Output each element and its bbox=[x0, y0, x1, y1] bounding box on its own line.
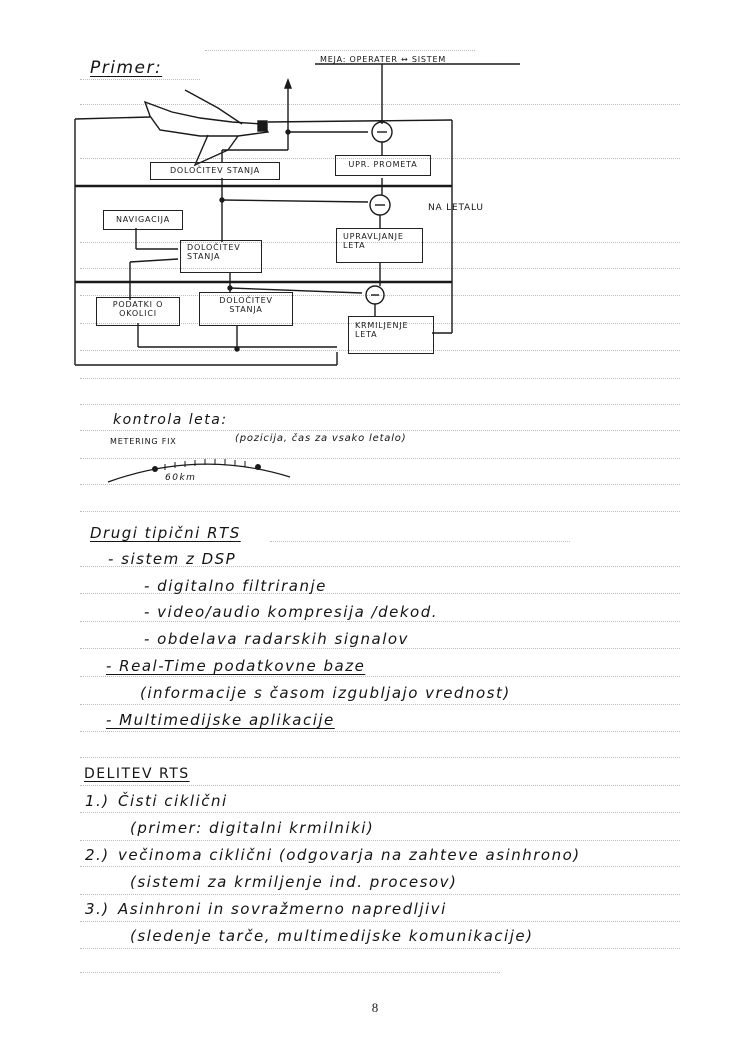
box-navigacija: NAVIGACIJA bbox=[103, 210, 183, 230]
ruled-line bbox=[80, 511, 680, 512]
item-text: večinoma ciklični (odgovarja na zahteve asinhrono) bbox=[118, 846, 581, 864]
list-item: - digitalno filtriranje bbox=[144, 577, 327, 595]
list-item: - obdelava radarskih signalov bbox=[144, 630, 409, 648]
ruled-line bbox=[80, 757, 680, 758]
ruled-line bbox=[80, 894, 680, 895]
ruled-line bbox=[270, 541, 570, 542]
example-heading: Primer: bbox=[90, 58, 163, 78]
ruled-line bbox=[80, 972, 500, 973]
box-upr-prometa: UPR. PROMETA bbox=[335, 155, 431, 176]
ruled-line bbox=[80, 676, 680, 677]
ruled-line bbox=[80, 948, 680, 949]
ruled-line bbox=[80, 866, 680, 867]
ruled-line bbox=[80, 430, 680, 431]
box-dolocitev-stanja-mid: DOLOČITEV STANJA bbox=[180, 240, 262, 273]
box-dolocitev-stanja-top: DOLOČITEV STANJA bbox=[150, 162, 280, 180]
box-dolocitev-stanja-bottom: DOLOČITEV STANJA bbox=[199, 292, 293, 326]
list-item: - Multimedijske aplikacije bbox=[106, 711, 335, 729]
arc-distance-label: 60km bbox=[165, 473, 197, 483]
item-text: Asinhroni in sovražmerno napredljivi bbox=[118, 900, 447, 918]
box-podatki-o-okolici: PODATKI O OKOLICI bbox=[96, 297, 180, 326]
item-note: (sistemi za krmiljenje ind. procesov) bbox=[130, 873, 458, 891]
operator-system-interface-label: MEJA: OPERATER ↔ SISTEM bbox=[320, 55, 447, 64]
ruled-line bbox=[80, 921, 680, 922]
typical-rts-heading: Drugi tipični RTS bbox=[90, 524, 241, 542]
metering-fix-note: (pozicija, čas za vsako letalo) bbox=[235, 433, 407, 444]
rts-classification-heading: DELITEV RTS bbox=[84, 766, 190, 782]
airplane-icon bbox=[145, 102, 268, 136]
list-item: (informacije s časom izgubljajo vrednost) bbox=[140, 684, 511, 702]
list-item: - sistem z DSP bbox=[108, 550, 237, 568]
list-item: - Real-Time podatkovne baze bbox=[106, 657, 366, 675]
item-number: 1.) bbox=[85, 792, 110, 810]
ruled-line bbox=[80, 404, 680, 405]
flight-control-heading: kontrola leta: bbox=[113, 412, 228, 428]
ruled-line bbox=[80, 840, 680, 841]
ruled-line bbox=[80, 621, 680, 622]
item-number: 2.) bbox=[85, 846, 110, 864]
item-note: (sledenje tarče, multimedijske komunikacije) bbox=[130, 927, 534, 945]
on-aircraft-label: NA LETALU bbox=[428, 203, 484, 213]
box-upravljanje-leta: UPRAVLJANJE LETA bbox=[336, 228, 423, 263]
ruled-line bbox=[80, 812, 680, 813]
approach-arc-diagram bbox=[100, 455, 300, 490]
ruled-line bbox=[80, 731, 680, 732]
ruled-line bbox=[80, 785, 680, 786]
item-number: 3.) bbox=[85, 900, 110, 918]
item-text: Čisti ciklični bbox=[118, 792, 228, 810]
item-note: (primer: digitalni krmilniki) bbox=[130, 819, 375, 837]
ruled-line bbox=[80, 648, 680, 649]
metering-fix-label: METERING FIX bbox=[110, 437, 177, 446]
page-number: 8 bbox=[371, 1000, 379, 1015]
list-item: - video/audio kompresija /dekod. bbox=[144, 603, 438, 621]
box-krmiljenje-leta: KRMILJENJE LETA bbox=[348, 316, 434, 354]
ruled-line bbox=[80, 704, 680, 705]
